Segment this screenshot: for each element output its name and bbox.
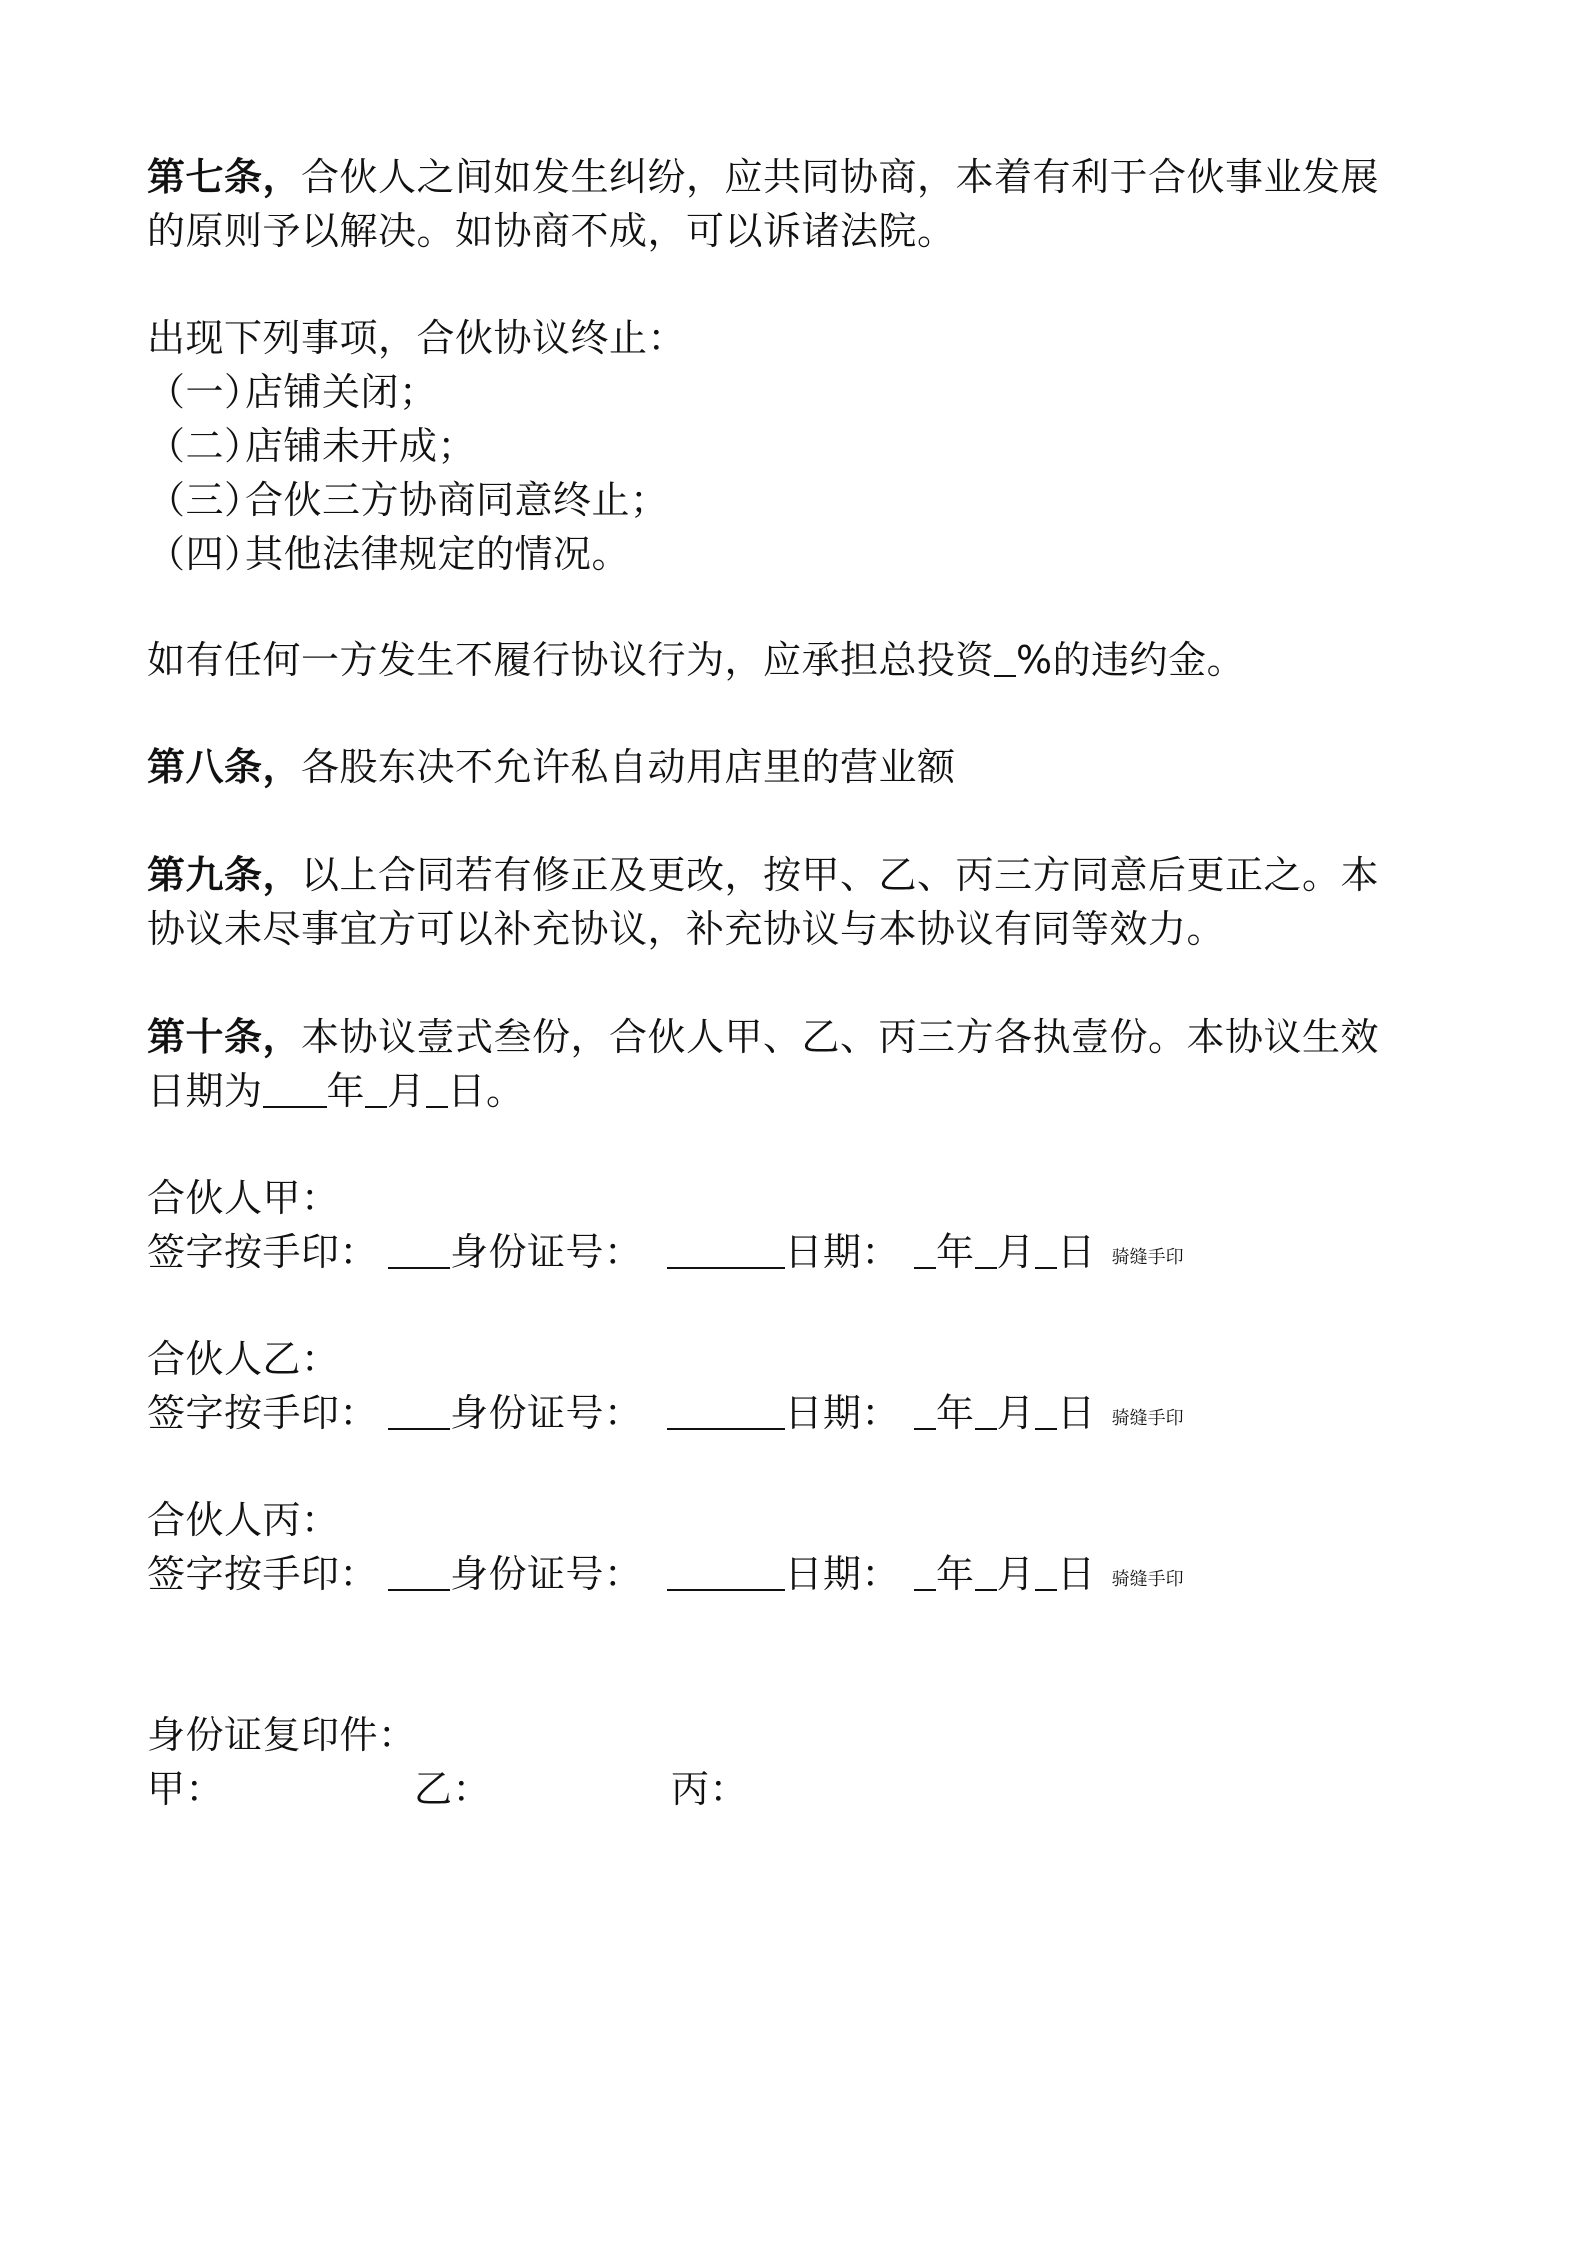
day-blank: [1035, 1551, 1057, 1591]
day-label: 日: [1057, 1391, 1096, 1435]
penalty-percent-blank: [994, 637, 1016, 677]
penalty-text-before: 如有任何一方发生不履行协议行为，应承担总投资: [147, 638, 995, 682]
month-blank: [975, 1551, 997, 1591]
partner-label: 合伙人丙：: [147, 1498, 340, 1542]
year-label: 年: [936, 1230, 975, 1274]
date-label: 日期：: [784, 1391, 901, 1435]
article-8-title: 第八条，: [147, 745, 302, 789]
day-label: 日: [1057, 1552, 1096, 1596]
id-copies-row: [147, 1762, 1367, 1816]
id-label: 身份证号：: [450, 1552, 643, 1596]
seam-stamp-note: 骑缝手印: [1111, 1247, 1184, 1268]
year-label: 年: [936, 1391, 975, 1435]
termination-item-text: 店铺未开成；: [245, 424, 477, 468]
signature-line: [147, 1225, 1367, 1285]
year-blank: [914, 1551, 936, 1591]
effective-day-label: 日。: [447, 1069, 525, 1113]
id-label: 身份证号：: [450, 1391, 643, 1435]
effective-month-blank: [365, 1068, 387, 1108]
day-blank: [1035, 1229, 1057, 1269]
sign-blank: [388, 1390, 450, 1430]
month-blank: [975, 1390, 997, 1430]
sign-label: 签字按手印：: [147, 1391, 379, 1435]
termination-item-number: （四）: [147, 532, 263, 576]
termination-section: [147, 311, 1367, 581]
termination-item-text: 店铺关闭；: [245, 370, 438, 414]
partner-c-signature: [147, 1493, 1367, 1607]
article-7-text-1: 合伙人之间如发生纠纷，应共同协商，本着有利于合伙事业发展: [301, 155, 1380, 199]
date-label: 日期：: [784, 1552, 901, 1596]
termination-item-number: （三）: [147, 478, 263, 522]
article-10: [147, 1010, 1380, 1118]
article-9: [147, 848, 1380, 956]
year-blank: [914, 1390, 936, 1430]
id-copies-heading: 身份证复印件：: [147, 1713, 417, 1757]
effective-month-label: 月: [387, 1069, 426, 1113]
article-7-line-2: 的原则予以解决。如协商不成，可以诉诸法院。: [147, 209, 956, 253]
penalty-clause: [147, 633, 1367, 687]
termination-item-number: （二）: [147, 424, 263, 468]
seam-stamp-note: 骑缝手印: [1111, 1569, 1184, 1590]
article-10-title: 第十条，: [147, 1015, 302, 1059]
sign-label: 签字按手印：: [147, 1230, 379, 1274]
sign-label: 签字按手印：: [147, 1552, 379, 1596]
effective-day-blank: [426, 1068, 448, 1108]
id-label: 身份证号：: [450, 1230, 643, 1274]
id-copies-section: [147, 1708, 1367, 1816]
sign-blank: [388, 1551, 450, 1591]
year-label: 年: [936, 1552, 975, 1596]
id-copy-a-label: 甲：: [147, 1767, 225, 1811]
termination-item-number: （一）: [147, 370, 263, 414]
month-label: 月: [996, 1391, 1036, 1435]
effective-year-blank: [263, 1068, 327, 1108]
article-10-text-1: 本协议壹式叁份，合伙人甲、乙、丙三方各执壹份。本协议生效: [301, 1015, 1380, 1059]
article-9-title: 第九条，: [147, 853, 302, 897]
effective-date-prefix: 日期为: [147, 1069, 263, 1113]
effective-year-label: 年: [326, 1069, 366, 1113]
article-9-text-1: 以上合同若有修正及更改，按甲、乙、丙三方同意后更正之。本: [301, 853, 1380, 897]
article-7-title: 第七条，: [147, 155, 302, 199]
partner-label: 合伙人乙：: [147, 1337, 340, 1381]
termination-item-text: 合伙三方协商同意终止；: [245, 478, 669, 522]
id-copy-c-label: 丙：: [671, 1767, 749, 1811]
article-9-line-2: 协议未尽事宜方可以补充协议，补充协议与本协议有同等效力。: [147, 907, 1226, 951]
termination-item: [147, 419, 1367, 473]
termination-item: [147, 365, 1367, 419]
termination-item-text: 其他法律规定的情况。: [245, 532, 631, 576]
year-blank: [914, 1229, 936, 1269]
month-blank: [975, 1229, 997, 1269]
article-10-line-2: [147, 1064, 1367, 1118]
id-copy-b-label: 乙：: [414, 1767, 492, 1811]
article-7: [147, 150, 1380, 258]
partner-a-signature: [147, 1171, 1367, 1285]
termination-heading: 出现下列事项，合伙协议终止：: [147, 316, 687, 360]
id-blank: [667, 1551, 785, 1591]
article-8-text: 各股东决不允许私自动用店里的营业额: [301, 745, 956, 789]
article-7-line-1: [147, 150, 1380, 204]
month-label: 月: [996, 1552, 1036, 1596]
month-label: 月: [996, 1230, 1036, 1274]
id-blank: [667, 1229, 785, 1269]
day-blank: [1035, 1390, 1057, 1430]
partner-b-signature: [147, 1332, 1367, 1446]
partner-label: 合伙人甲：: [147, 1176, 340, 1220]
date-label: 日期：: [784, 1230, 901, 1274]
day-label: 日: [1057, 1230, 1096, 1274]
penalty-text-after: %的违约金。: [1016, 638, 1246, 682]
article-8: [147, 740, 1367, 794]
termination-item: [147, 473, 1367, 527]
sign-blank: [388, 1229, 450, 1269]
id-blank: [667, 1390, 785, 1430]
termination-item: [147, 527, 1367, 581]
signature-line: [147, 1386, 1367, 1446]
seam-stamp-note: 骑缝手印: [1111, 1408, 1184, 1429]
signature-line: [147, 1547, 1367, 1607]
